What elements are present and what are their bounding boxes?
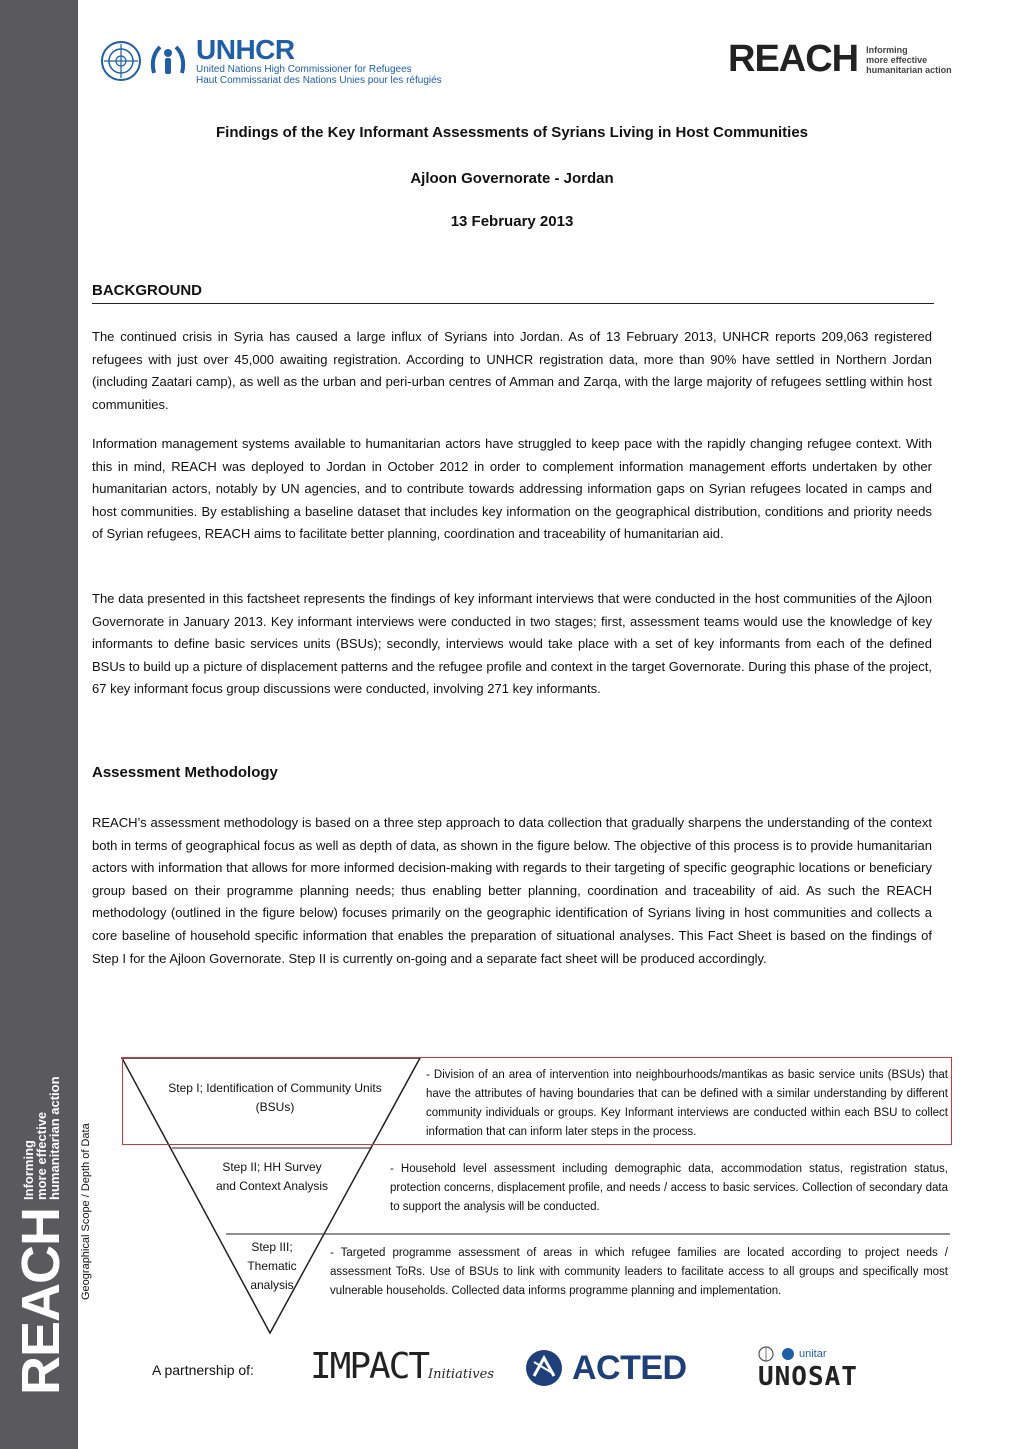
step2-label: Step II; HH Survey and Context Analysis [215, 1160, 329, 1193]
sidebar-reach-logo: REACH [11, 1207, 71, 1395]
sidebar-tagline-line: Informing [20, 1140, 36, 1200]
impact-wordmark: IMPACT [310, 1346, 429, 1387]
step1-label: Step I; Identification of Community Units (BSUs) [168, 1081, 382, 1114]
acted-wordmark: ACTED [572, 1348, 687, 1387]
unhcr-sub-fr: Haut Commissariat des Nations Unies pour les réfugiés [196, 75, 442, 86]
unhcr-sub-en: United Nations High Commissioner for Refugees [196, 64, 412, 75]
unitar-wordmark: unitar [799, 1348, 827, 1360]
background-paragraph-3: The data presented in this factsheet represents the findings of key informant interviews that were conducted in the host communities of the Ajloon Governorate in January 2013. Key informant interviews were conducted in two stages; first, assessment teams would use the knowledge of key informants to define basic services units (BSUs); secondly, interviews would take place with a set of key informants from each of the defined BSUs to build up a picture of displacement patterns and the refugee profile and context in the target Governorate. During this phase of the project, 67 key informant focus group discussions were conducted, involving 271 key informants. [92, 591, 932, 697]
unosat-wordmark: UNOSAT [758, 1362, 858, 1392]
unhcr-name: UNHCR [196, 34, 295, 65]
step2-description: - Household level assessment including demographic data, accommodation status, registration status, protection concerns, displacement profile, and needs / access to basic services. Collection of secondary data to support the analysis will be conducted. [390, 1163, 948, 1213]
sidebar-tagline-line: humanitarian action [46, 1076, 62, 1200]
background-heading: BACKGROUND [92, 282, 202, 299]
methodology-heading: Assessment Methodology [92, 764, 278, 781]
document-title: Findings of the Key Informant Assessments of Syrians Living in Host Communities [215, 124, 809, 141]
background-paragraph-2: Information management systems available to humanitarian actors have struggled to keep pace with the rapidly changing refugee context. With this in mind, REACH was deployed to Jordan in October 2012 in order to complement information management efforts undertaken by other humanitarian actors, notably by UN agencies, and to contribute towards addressing information gaps on Syrian refugees located in camps and host communities. By establishing a baseline dataset that includes key information on the geographical distribution, conditions and priority needs of Syrian refugees, REACH aims to facilitate better planning, coordination and traceability of humanitarian aid. [92, 436, 932, 542]
step3-description: - Targeted programme assessment of areas in which refugee families are located according to project needs / assessment ToRs. Use of BSUs to link with community leaders to facilitate access to all groups and specifically most vulnerable households. Collected data informs programme planning and implementation. [330, 1247, 948, 1297]
unitar-row [758, 1346, 858, 1362]
sidebar-tagline-line: more effective [33, 1111, 49, 1200]
acted-emblem-icon [524, 1348, 564, 1388]
partnership-label: A partnership of: [152, 1362, 254, 1378]
step3-label: Step III; Thematic analysis [247, 1240, 297, 1292]
background-paragraph-1: The continued crisis in Syria has caused a large influx of Syrians into Jordan. As of 13 February 2013, UNHCR reports 209,063 registered refugees with just over 45,000 awaiting registration. According to UNHCR registration data, more than 90% have settled in Northern Jordan (including Zaatari camp), as well as the urban and peri-urban centres of Amman and Zarqa, with the large majority of refugees settling within host communities. [92, 329, 932, 412]
impact-logo [310, 1346, 494, 1387]
unitar-emblem-icon [780, 1346, 796, 1362]
methodology-paragraph: REACH’s assessment methodology is based on a three step approach to data collection that gradually sharpens the understanding of the context both in terms of geographical focus as well as depth of data, as shown in the figure below. The objective of this process is to provide humanitarian actors with information that allows for more informed decision-making with regards to their targeting of specific geographic locations or beneficiary group based on their programme planning needs; thus enabling better planning, coordination and traceability of aid. As such the REACH methodology (outlined in the figure below) focuses primarily on the geographic identification of Syrians living in host communities and collects a core baseline of household specific information that enables the preparation of situational analyses. This Fact Sheet is based on the findings of Step I for the Ajloon Governorate. Step II is currently on-going and a separate fact sheet will be produced accordingly. [92, 815, 932, 966]
reach-tagline-line: Informing [866, 44, 908, 55]
impact-subtitle: Initiatives [428, 1367, 494, 1382]
un-small-emblem-icon [758, 1346, 774, 1362]
unosat-logo [758, 1346, 858, 1392]
reach-tagline-line: more effective [866, 54, 928, 65]
document-date: 13 February 2013 [450, 213, 574, 230]
document-subtitle: Ajloon Governorate - Jordan [410, 170, 614, 187]
step1-description: - Division of an area of intervention into neighbourhoods/mantikas as basic service units (BSUs) that have the attributes of having boundaries that can be defined with a similar understanding by different community individuals or groups. Key Informant interviews are conducted within each BSU to collect information that can inform later steps in the process. [426, 1069, 948, 1138]
acted-logo [524, 1348, 687, 1388]
reach-wordmark: REACH [728, 38, 859, 80]
figure-axis-label: Geographical Scope / Depth of Data [80, 1123, 92, 1300]
reach-tagline-line: humanitarian action [866, 64, 952, 75]
